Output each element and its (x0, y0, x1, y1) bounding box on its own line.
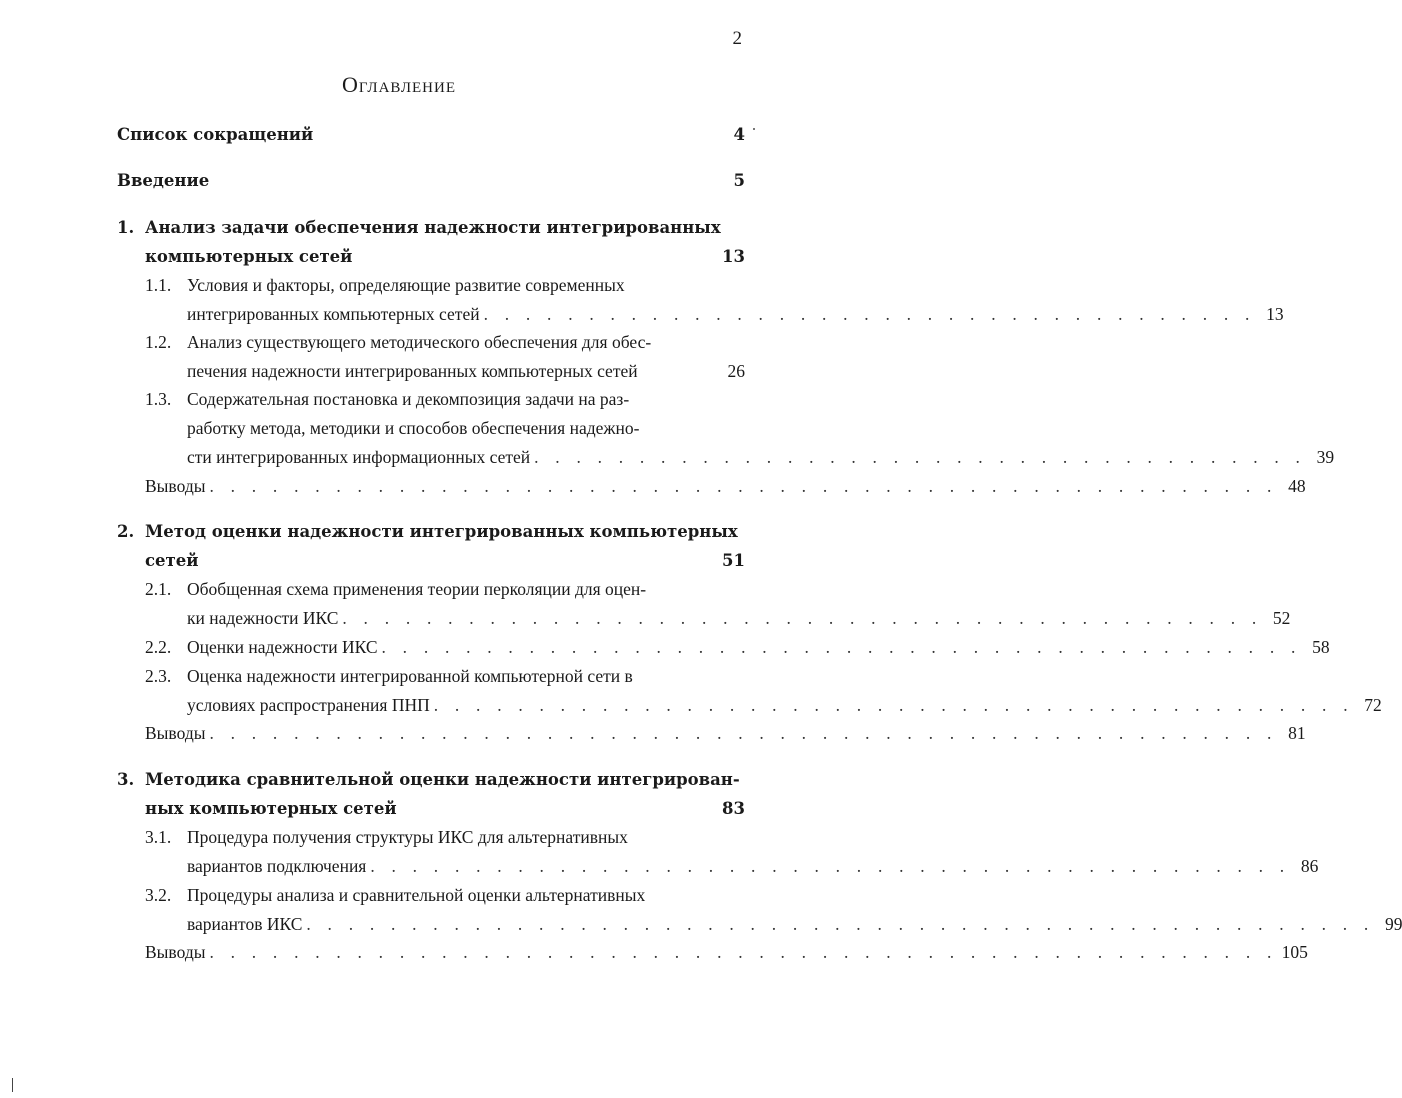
section-page: 99 (1384, 914, 1402, 934)
page-title: Оглавление (341, 72, 457, 97)
chapter-title-line-1: Анализ задачи обеспечения надежности интегрированных (145, 218, 721, 237)
chapter-number: 1. (117, 218, 135, 237)
section-title-line-3: сти интегрированных информационных сетей (187, 447, 531, 467)
toc-section-1-2[interactable] (145, 328, 745, 386)
section-title-line-1: Содержательная постановка и декомпозиция задачи на раз- (187, 389, 630, 409)
section-title-line-1: Условия и факторы, определяющие развитие современных (187, 275, 625, 295)
dot-leader: . . . . . . . . . . . . . . . . . . . . . . . . . . . . . . . . . . . . . (534, 447, 1307, 467)
section-title-line-2: печения надежности интегрированных компьютерных сетей (187, 361, 638, 381)
chapter-title-line-1: Метод оценки надежности интегрированных компьютерных (145, 522, 738, 541)
dot-leader: . . . . . . . . . . . . . . . . . . . . . . . . . . . . . . . . . . . . . . . . . . . . . . . . . . . (209, 476, 1278, 496)
scan-artifact (12, 1078, 13, 1092)
dot-leader: . . . . . . . . . . . . . . . . . . . . . . . . . . . . . . . . . . . . . . . . . . . . . . . . . . . (306, 914, 1375, 934)
conclusions-page: 48 (1288, 476, 1306, 496)
entry-page: 4 (733, 125, 745, 144)
section-title-line-1: Анализ существующего методического обеспечения для обес- (187, 332, 652, 352)
section-title-line-2: ки надежности ИКС (187, 608, 339, 628)
toc-section-3-1[interactable] (145, 823, 1319, 881)
entry-label: Введение (117, 171, 210, 190)
dot-leader: . . . . . . . . . . . . . . . . . . . . . . . . . . . . . . . . . . . . . (483, 304, 1256, 324)
dot-leader: . . . . . . . . . . . . . . . . . . . . . . . . . . . . . . . . . . . . . . . . . . . . . . . . . . . (209, 723, 1278, 743)
toc-section-3-2[interactable] (145, 881, 1402, 939)
chapter-title-line-2: компьютерных сетей (145, 247, 353, 266)
toc-section-1-1[interactable] (145, 271, 1284, 329)
chapter-title-line-2: сетей (145, 551, 199, 570)
section-title-line-1: Оценки надежности ИКС (187, 637, 378, 657)
conclusions-label: Выводы (145, 723, 206, 743)
dot-leader: . . . . . . . . . . . . . . . . . . . . . . . . . . . . . . . . . . . . . . . . . . . . . . . . . . . (209, 942, 1278, 962)
section-page: 86 (1300, 856, 1319, 876)
chapter-page: 13 (722, 247, 745, 266)
dot-leader: . . . . . . . . . . . . . . . . . . . . . . . . . . . . . . . . . . . . . . . . . . . . (342, 608, 1263, 628)
toc-chapter-2[interactable] (117, 517, 745, 575)
section-number: 1.1. (145, 275, 172, 295)
toc-entry-abbreviations[interactable] (117, 120, 745, 149)
chapter-title-line-2: ных компьютерных сетей (145, 799, 397, 818)
toc-conclusions-2[interactable] (145, 719, 1306, 748)
section-page: 58 (1312, 637, 1330, 657)
page-number: 2 (732, 28, 742, 49)
section-number: 1.3. (145, 389, 172, 409)
chapter-page: 83 (722, 799, 745, 818)
scan-artifact (753, 128, 755, 130)
section-page: 72 (1364, 695, 1382, 715)
chapter-number: 3. (117, 770, 135, 789)
section-number: 3.2. (145, 885, 172, 905)
section-number: 2.1. (145, 579, 172, 599)
dot-leader: . . . . . . . . . . . . . . . . . . . . . . . . . . . . . . . . . . . . . . . . . . . . (370, 856, 1291, 876)
section-title-line-2: условиях распространения ПНП (187, 695, 430, 715)
conclusions-page: 81 (1288, 723, 1306, 743)
entry-page: 5 (733, 171, 745, 190)
section-number: 1.2. (145, 332, 172, 352)
section-page: 13 (1266, 304, 1284, 324)
toc-section-2-1[interactable] (145, 575, 1291, 633)
dot-leader: . . . . . . . . . . . . . . . . . . . . . . . . . . . . . . . . . . . . . . . . . . . . (433, 695, 1354, 715)
entry-label: Список сокращений (117, 125, 314, 144)
conclusions-label: Выводы (145, 476, 206, 496)
section-page: 52 (1272, 608, 1291, 628)
chapter-number: 2. (117, 522, 135, 541)
chapter-title-line-1: Методика сравнительной оценки надежности интегрирован- (145, 770, 740, 789)
section-title-line-2: работку метода, методики и способов обеспечения надежно- (187, 418, 640, 438)
section-title-line-1: Процедура получения структуры ИКС для альтернативных (187, 827, 628, 847)
toc-chapter-1[interactable] (117, 213, 745, 271)
chapter-page: 51 (722, 551, 745, 570)
toc-entry-introduction[interactable] (117, 166, 745, 195)
toc-conclusions-1[interactable] (145, 472, 1306, 501)
toc-section-1-3[interactable] (145, 385, 1335, 472)
section-number: 3.1. (145, 827, 172, 847)
section-number: 2.2. (145, 637, 172, 657)
section-number: 2.3. (145, 666, 172, 686)
section-title-line-2: вариантов подключения (187, 856, 367, 876)
conclusions-label: Выводы (145, 942, 206, 962)
section-title-line-2: интегрированных компьютерных сетей (187, 304, 480, 324)
section-page: 26 (727, 361, 745, 381)
dot-leader: . . . . . . . . . . . . . . . . . . . . . . . . . . . . . . . . . . . . . . . . . . . . (381, 637, 1302, 657)
section-title-line-1: Оценка надежности интегрированной компьютерной сети в (187, 666, 633, 686)
toc-section-2-3[interactable] (145, 662, 1382, 720)
section-title-line-2: вариантов ИКС (187, 914, 303, 934)
toc-chapter-3[interactable] (117, 765, 745, 823)
toc-conclusions-3[interactable] (145, 938, 1308, 967)
toc-section-2-2[interactable] (145, 633, 1330, 662)
conclusions-page: 105 (1281, 942, 1308, 962)
section-title-line-1: Обобщенная схема применения теории перколяции для оцен- (187, 579, 647, 599)
section-page: 39 (1316, 447, 1335, 467)
section-title-line-1: Процедуры анализа и сравнительной оценки альтернативных (187, 885, 646, 905)
